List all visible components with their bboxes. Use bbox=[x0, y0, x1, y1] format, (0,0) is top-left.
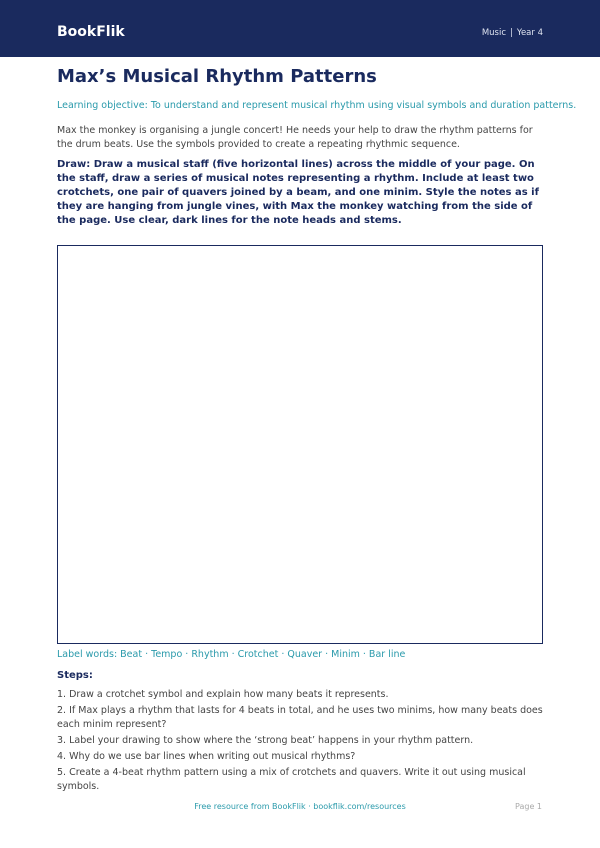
drawing-area[interactable] bbox=[57, 245, 543, 644]
page-number: Page 1 bbox=[515, 802, 542, 811]
label-words: Label words: Beat · Tempo · Rhythm · Crotchet · Quaver · Minim · Bar line bbox=[57, 649, 406, 660]
page-title: Max’s Musical Rhythm Patterns bbox=[57, 66, 377, 87]
footer-link[interactable]: Free resource from BookFlik · bookflik.com/resources bbox=[194, 802, 406, 811]
step-item: 1. Draw a crotchet symbol and explain how many beats it represents. bbox=[57, 689, 389, 700]
intro-text: Max the monkey is organising a jungle concert! He needs your help to draw the rhythm patterns for the drum beats. Use the symbols provided to create a repeating rhythmic sequence. bbox=[57, 125, 533, 150]
steps-heading: Steps: bbox=[57, 670, 93, 681]
step-item: 4. Why do we use bar lines when writing out musical rhythms? bbox=[57, 751, 356, 762]
step-item: 2. If Max plays a rhythm that lasts for 4 beats in total, and he uses two minims, how many beats does each minim represent? bbox=[57, 705, 543, 730]
step-item: 5. Create a 4-beat rhythm pattern using a mix of crotchets and quavers. Write it out using musical symbols. bbox=[57, 767, 526, 792]
steps-list bbox=[57, 688, 547, 796]
meta-separator: | bbox=[510, 28, 513, 38]
draw-instruction: Draw: Draw a musical staff (five horizontal lines) across the middle of your page. On the staff, draw a series of musical notes representing a rhythm. Include at least two crotchets, one pair of quavers joined by a beam, and one minim. Style the notes as if they are hanging from jungle vines, with Max the monkey watching from the side of the page. Use clear, dark lines for the note heads and stems. bbox=[57, 159, 539, 226]
brand-logo: BookFlik bbox=[57, 24, 125, 40]
subject-label: Music bbox=[481, 28, 507, 38]
page-header bbox=[0, 0, 600, 57]
step-item: 3. Label your drawing to show where the ‘strong beat’ happens in your rhythm pattern. bbox=[57, 735, 474, 746]
learning-objective: Learning objective: To understand and represent musical rhythm using visual symbols and duration patterns. bbox=[57, 100, 577, 111]
subject-year bbox=[482, 28, 543, 38]
year-label: Year 4 bbox=[516, 28, 543, 38]
